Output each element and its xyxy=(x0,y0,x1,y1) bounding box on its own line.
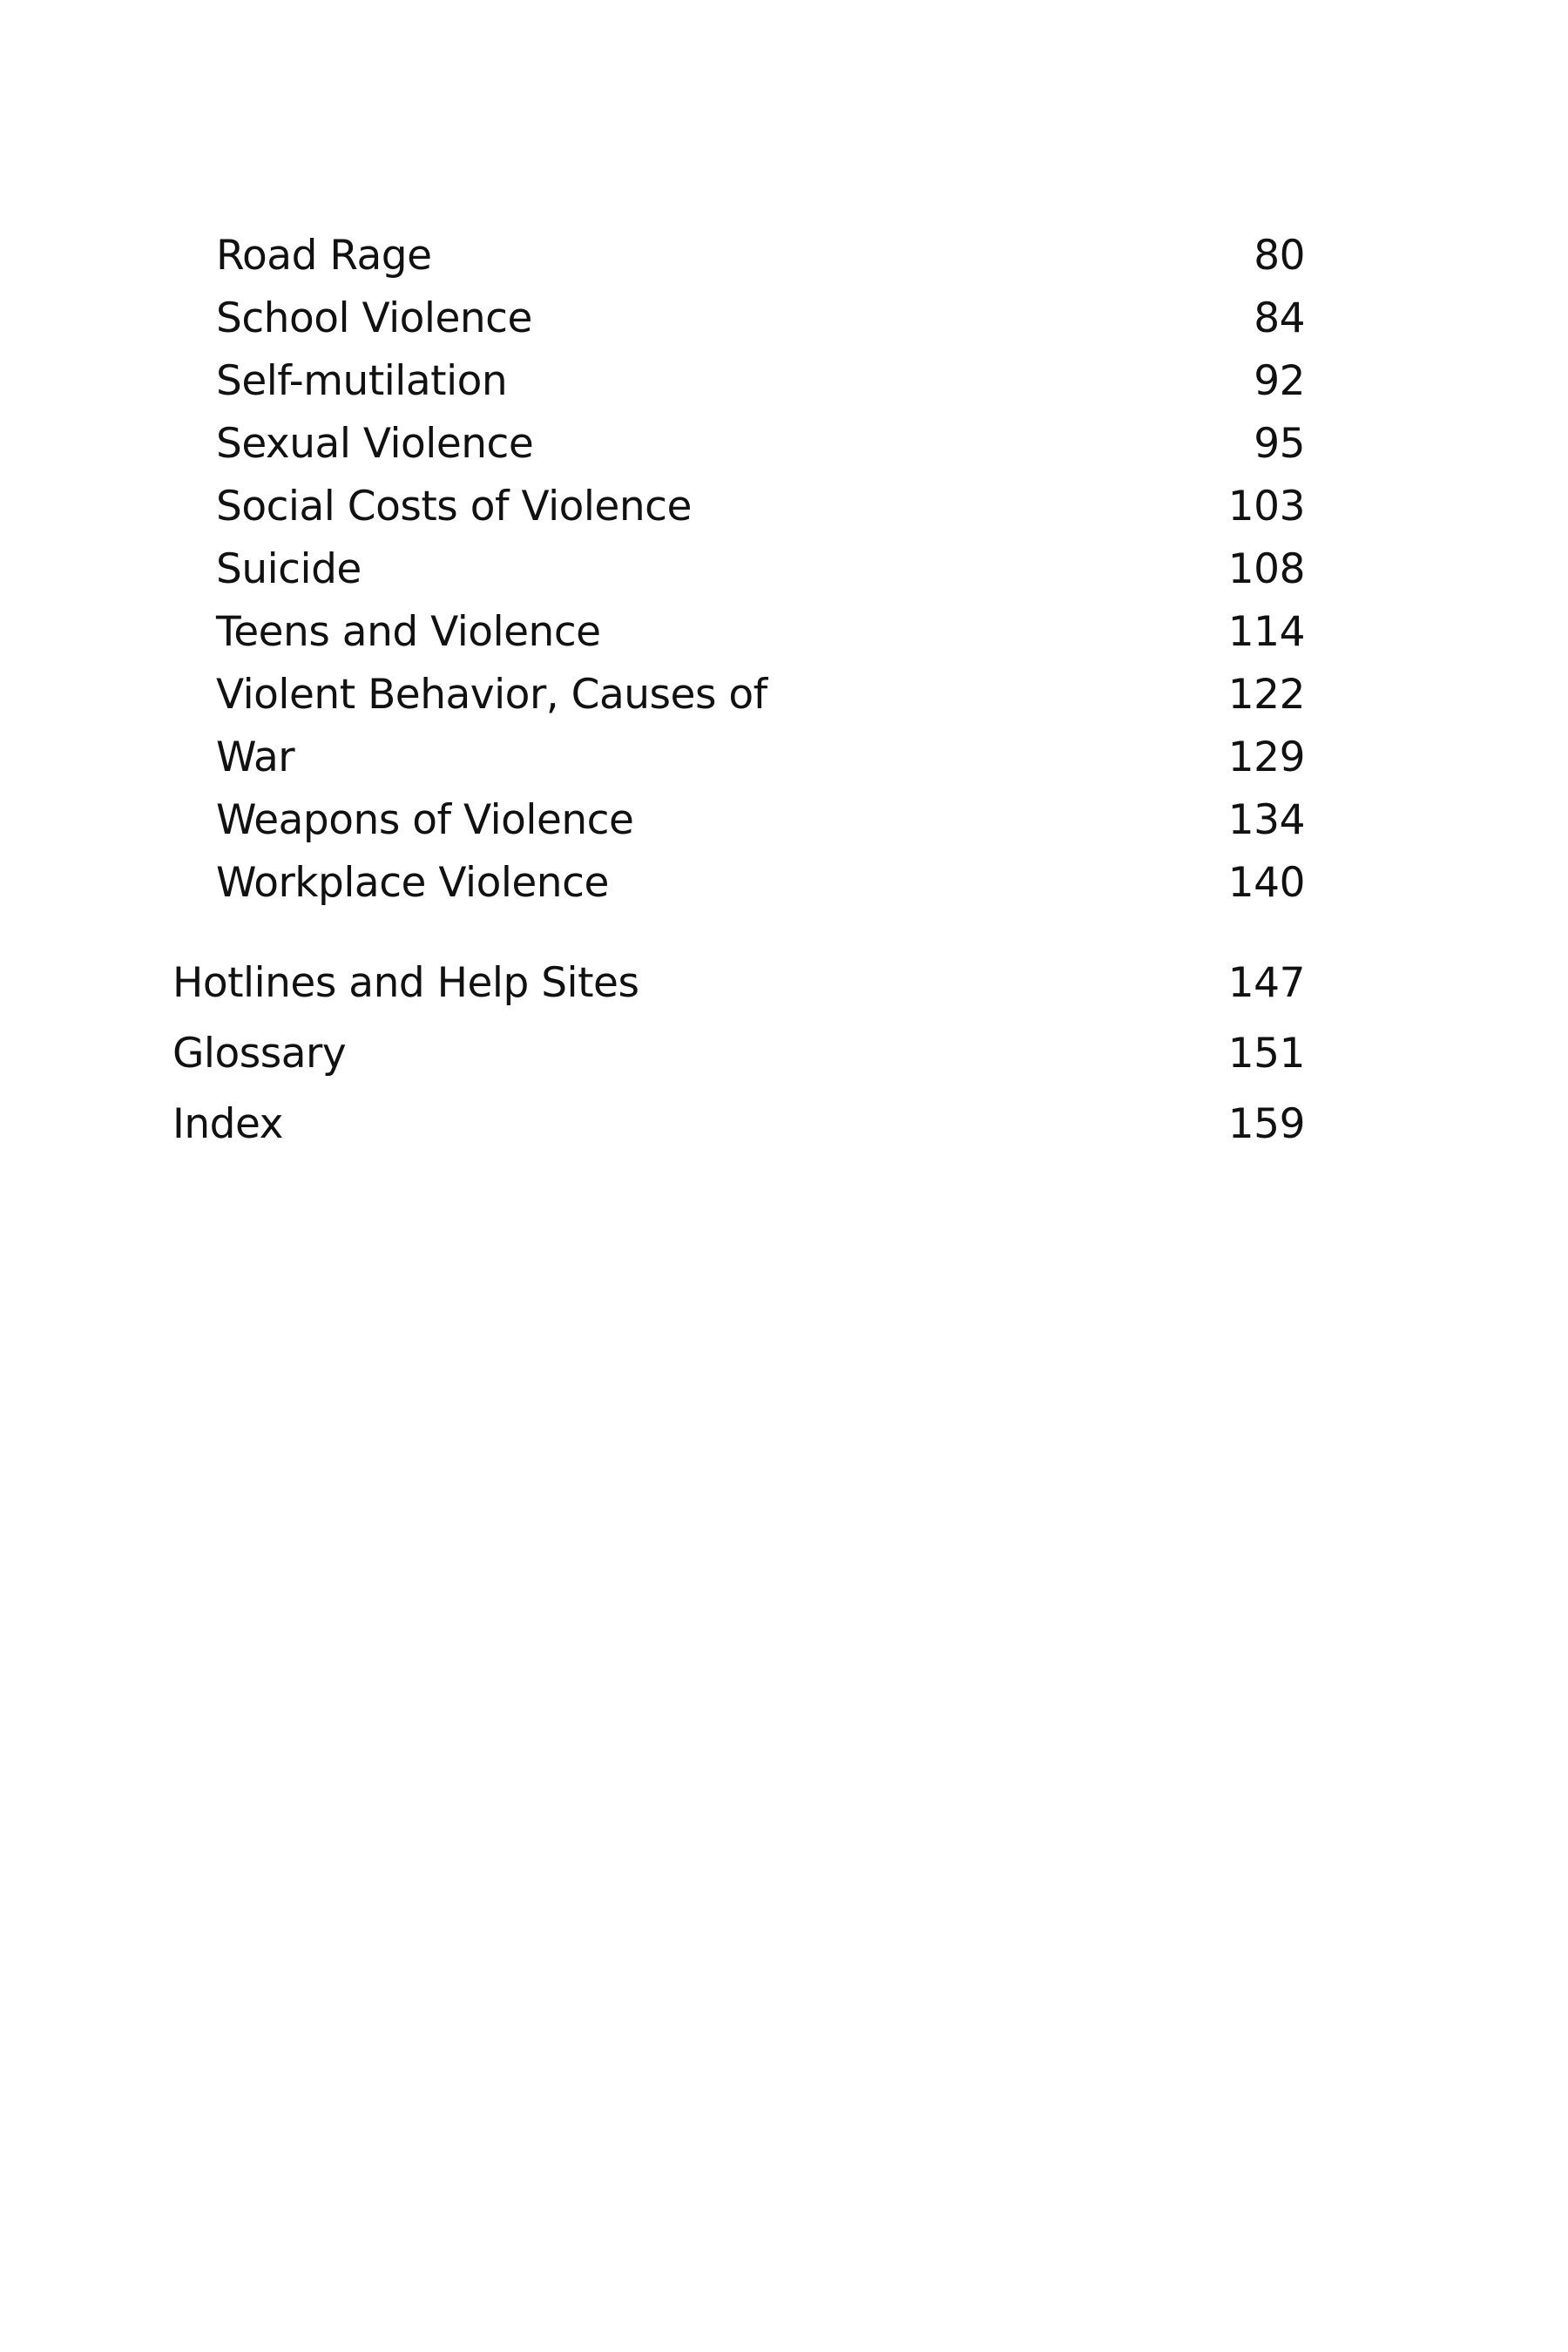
toc-entry-glossary xyxy=(172,1018,1305,1089)
table-of-contents xyxy=(172,225,1305,1159)
toc-entry-page-number: 114 xyxy=(1227,608,1305,656)
toc-entry-page-number: 151 xyxy=(1227,1030,1305,1078)
toc-entry-school-violence xyxy=(172,287,1305,350)
toc-entry-sexual-violence xyxy=(172,413,1305,476)
toc-entry-title: Violent Behavior, Causes of xyxy=(216,671,767,719)
toc-entry-page-number: 140 xyxy=(1227,859,1305,907)
toc-entry-road-rage xyxy=(172,225,1305,287)
toc-entry-title: Sexual Violence xyxy=(216,420,534,468)
toc-entry-title: Index xyxy=(172,1100,283,1148)
toc-entry-title: War xyxy=(216,733,295,781)
toc-entry-title: Hotlines and Help Sites xyxy=(172,959,639,1007)
toc-entry-title: Teens and Violence xyxy=(216,608,601,656)
toc-entry-page-number: 122 xyxy=(1227,671,1305,719)
toc-entry-title: Weapons of Violence xyxy=(216,796,634,844)
toc-entry-weapons-of-violence xyxy=(172,789,1305,852)
toc-entry-social-costs-of-violence xyxy=(172,476,1305,538)
toc-entry-page-number: 108 xyxy=(1227,545,1305,593)
toc-entry-page-number: 80 xyxy=(1254,232,1305,280)
toc-entry-title: School Violence xyxy=(216,294,532,342)
toc-entry-page-number: 129 xyxy=(1227,733,1305,781)
toc-entry-war xyxy=(172,727,1305,789)
toc-entry-index xyxy=(172,1089,1305,1159)
toc-entry-hotlines-and-help-sites xyxy=(172,948,1305,1018)
toc-entry-title: Social Costs of Violence xyxy=(216,483,692,531)
toc-entry-suicide xyxy=(172,538,1305,601)
toc-entry-page-number: 103 xyxy=(1227,483,1305,531)
toc-entry-page-number: 92 xyxy=(1254,357,1305,405)
toc-entry-page-number: 134 xyxy=(1227,796,1305,844)
toc-entry-page-number: 147 xyxy=(1227,959,1305,1007)
toc-entry-title: Self-mutilation xyxy=(216,357,508,405)
toc-entry-page-number: 159 xyxy=(1227,1100,1305,1148)
toc-entry-page-number: 84 xyxy=(1254,294,1305,342)
toc-entry-title: Road Rage xyxy=(216,232,432,280)
toc-entry-self-mutilation xyxy=(172,350,1305,413)
toc-entry-page-number: 95 xyxy=(1254,420,1305,468)
toc-entry-violent-behavior-causes-of xyxy=(172,664,1305,727)
toc-entry-title: Workplace Violence xyxy=(216,859,609,907)
toc-entry-teens-and-violence xyxy=(172,601,1305,664)
toc-entry-workplace-violence xyxy=(172,852,1305,915)
toc-entry-title: Suicide xyxy=(216,545,362,593)
toc-entry-title: Glossary xyxy=(172,1030,347,1078)
